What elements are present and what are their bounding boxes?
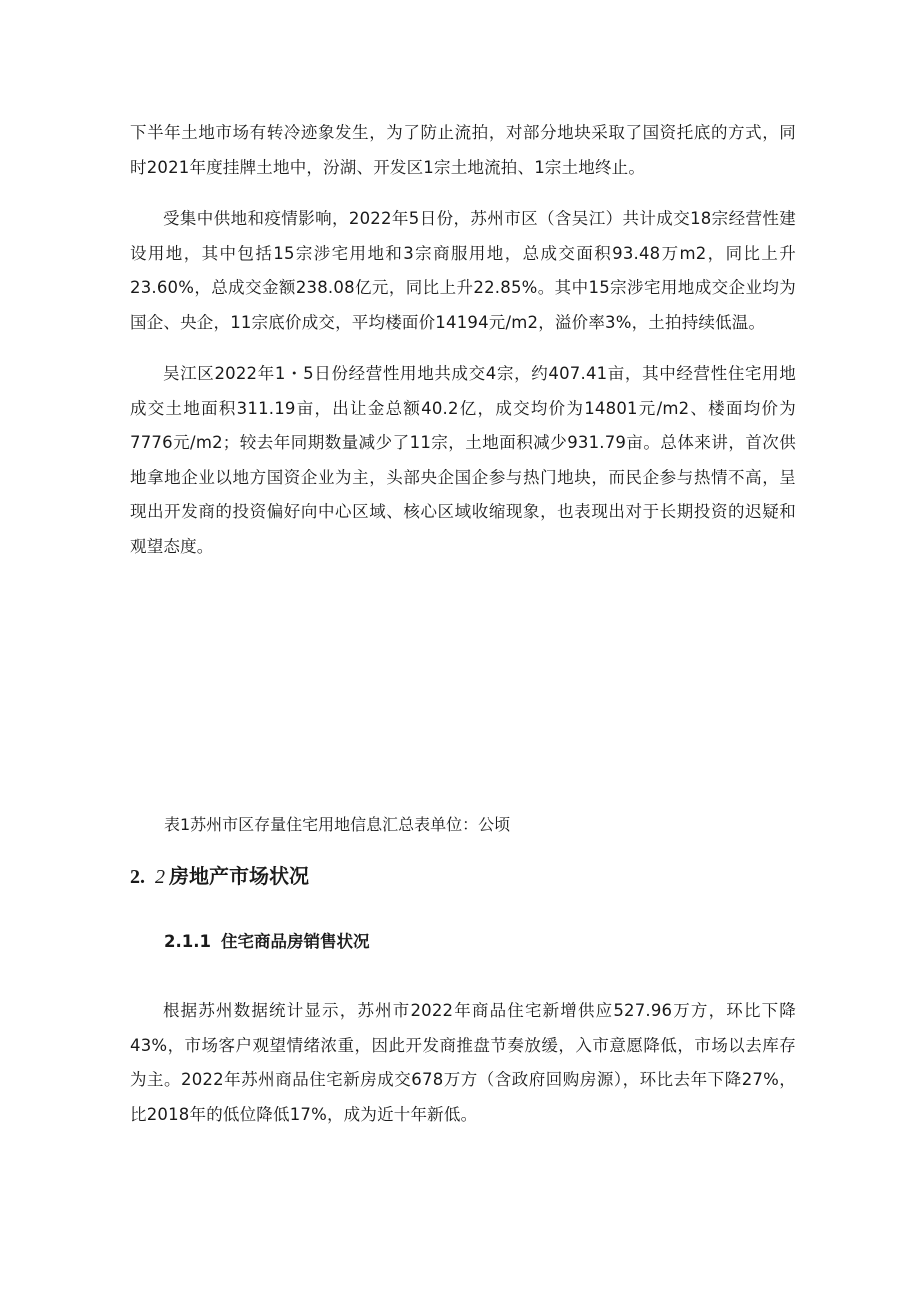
table-caption: 表1苏州市区存量住宅用地信息汇总表单位：公顷 — [164, 815, 511, 834]
section-number: 2. — [130, 866, 145, 888]
paragraph-land-market-cooling: 下半年土地市场有转冷迹象发生，为了防止流拍，对部分地块采取了国资托底的方式，同时2021年度挂牌土地中，汾湖、开发区1宗土地流拍、1宗土地终止。 — [130, 123, 796, 177]
subsection-heading — [164, 930, 369, 954]
paragraph-housing-sales: 根据苏州数据统计显示，苏州市2022年商品住宅新增供应527.96万方，环比下降43%，市场客户观望情绪浓重，因此开发商推盘节奏放缓，入市意愿降低，市场以去库存为主。2022年苏州商品住宅新房成交678万方（含政府回购房源），环比去年下降27%，比2018年的低位降低17%，成为近十年新低。 — [130, 1001, 796, 1124]
section-sub-number: 2 — [155, 866, 165, 888]
section-title: 房地产市场状况 — [169, 864, 309, 888]
paragraph-wujiang-district: 吴江区2022年1・5日份经营性用地共成交4宗，约407.41亩，其中经营性住宅用地成交土地面积311.19亩，出让金总额40.2亿，成交均价为14801元/m2、楼面均价为7776元/m2；较去年同期数量减少了11宗，土地面积减少931.79亩。总体来讲，首次供地拿地企业以地方国资企业为主，头部央企国企参与热门地块，而民企参与热情不高，呈现出开发商的投资偏好向中心区域、核心区域收缩现象，也表现出对于长期投资的迟疑和观望态度。 — [130, 364, 796, 556]
paragraph-suzhou-may-transactions: 受集中供地和疫情影响，2022年5日份，苏州市区（含吴江）共计成交18宗经营性建设用地，其中包括15宗涉宅用地和3宗商服用地，总成交面积93.48万m2，同比上升23.60%，总成交金额238.08亿元，同比上升22.85%。其中15宗涉宅用地成交企业均为国企、央企，11宗底价成交，平均楼面价14194元/m2，溢价率3%，土拍持续低温。 — [130, 209, 796, 332]
section-heading — [130, 862, 309, 891]
subsection-title: 住宅商品房销售状况 — [220, 932, 370, 951]
subsection-number: 2.1.1 — [164, 932, 211, 951]
